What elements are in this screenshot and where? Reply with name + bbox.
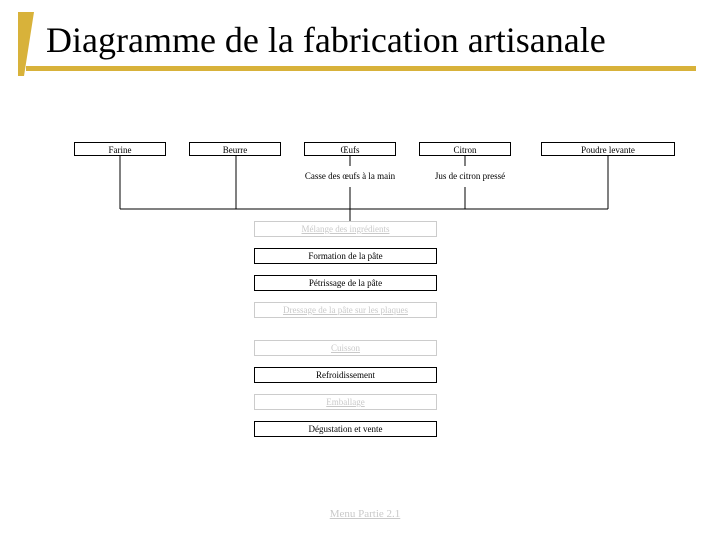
ingredient-poudre-levante: Poudre levante: [541, 142, 675, 156]
ingredient-farine: Farine: [74, 142, 166, 156]
step-formation: Formation de la pâte: [254, 248, 437, 264]
ingredient-beurre: Beurre: [189, 142, 281, 156]
step-melange[interactable]: Mélange des ingrédients: [254, 221, 437, 237]
step-cuisson[interactable]: Cuisson: [254, 340, 437, 356]
step-degustation: Dégustation et vente: [254, 421, 437, 437]
ingredient-citron: Citron: [419, 142, 511, 156]
prep-casse-oeufs: Casse des œufs à la main: [304, 171, 396, 181]
page-title: Diagramme de la fabrication artisanale: [46, 20, 606, 60]
step-refroidissement: Refroidissement: [254, 367, 437, 383]
step-petrissage: Pétrissage de la pâte: [254, 275, 437, 291]
step-dressage[interactable]: Dressage de la pâte sur les plaques: [254, 302, 437, 318]
menu-partie-link[interactable]: Menu Partie 2.1: [329, 508, 401, 520]
step-emballage[interactable]: Emballage: [254, 394, 437, 410]
ingredient-oeufs: Œufs: [304, 142, 396, 156]
prep-jus-citron: Jus de citron pressé: [434, 171, 506, 181]
